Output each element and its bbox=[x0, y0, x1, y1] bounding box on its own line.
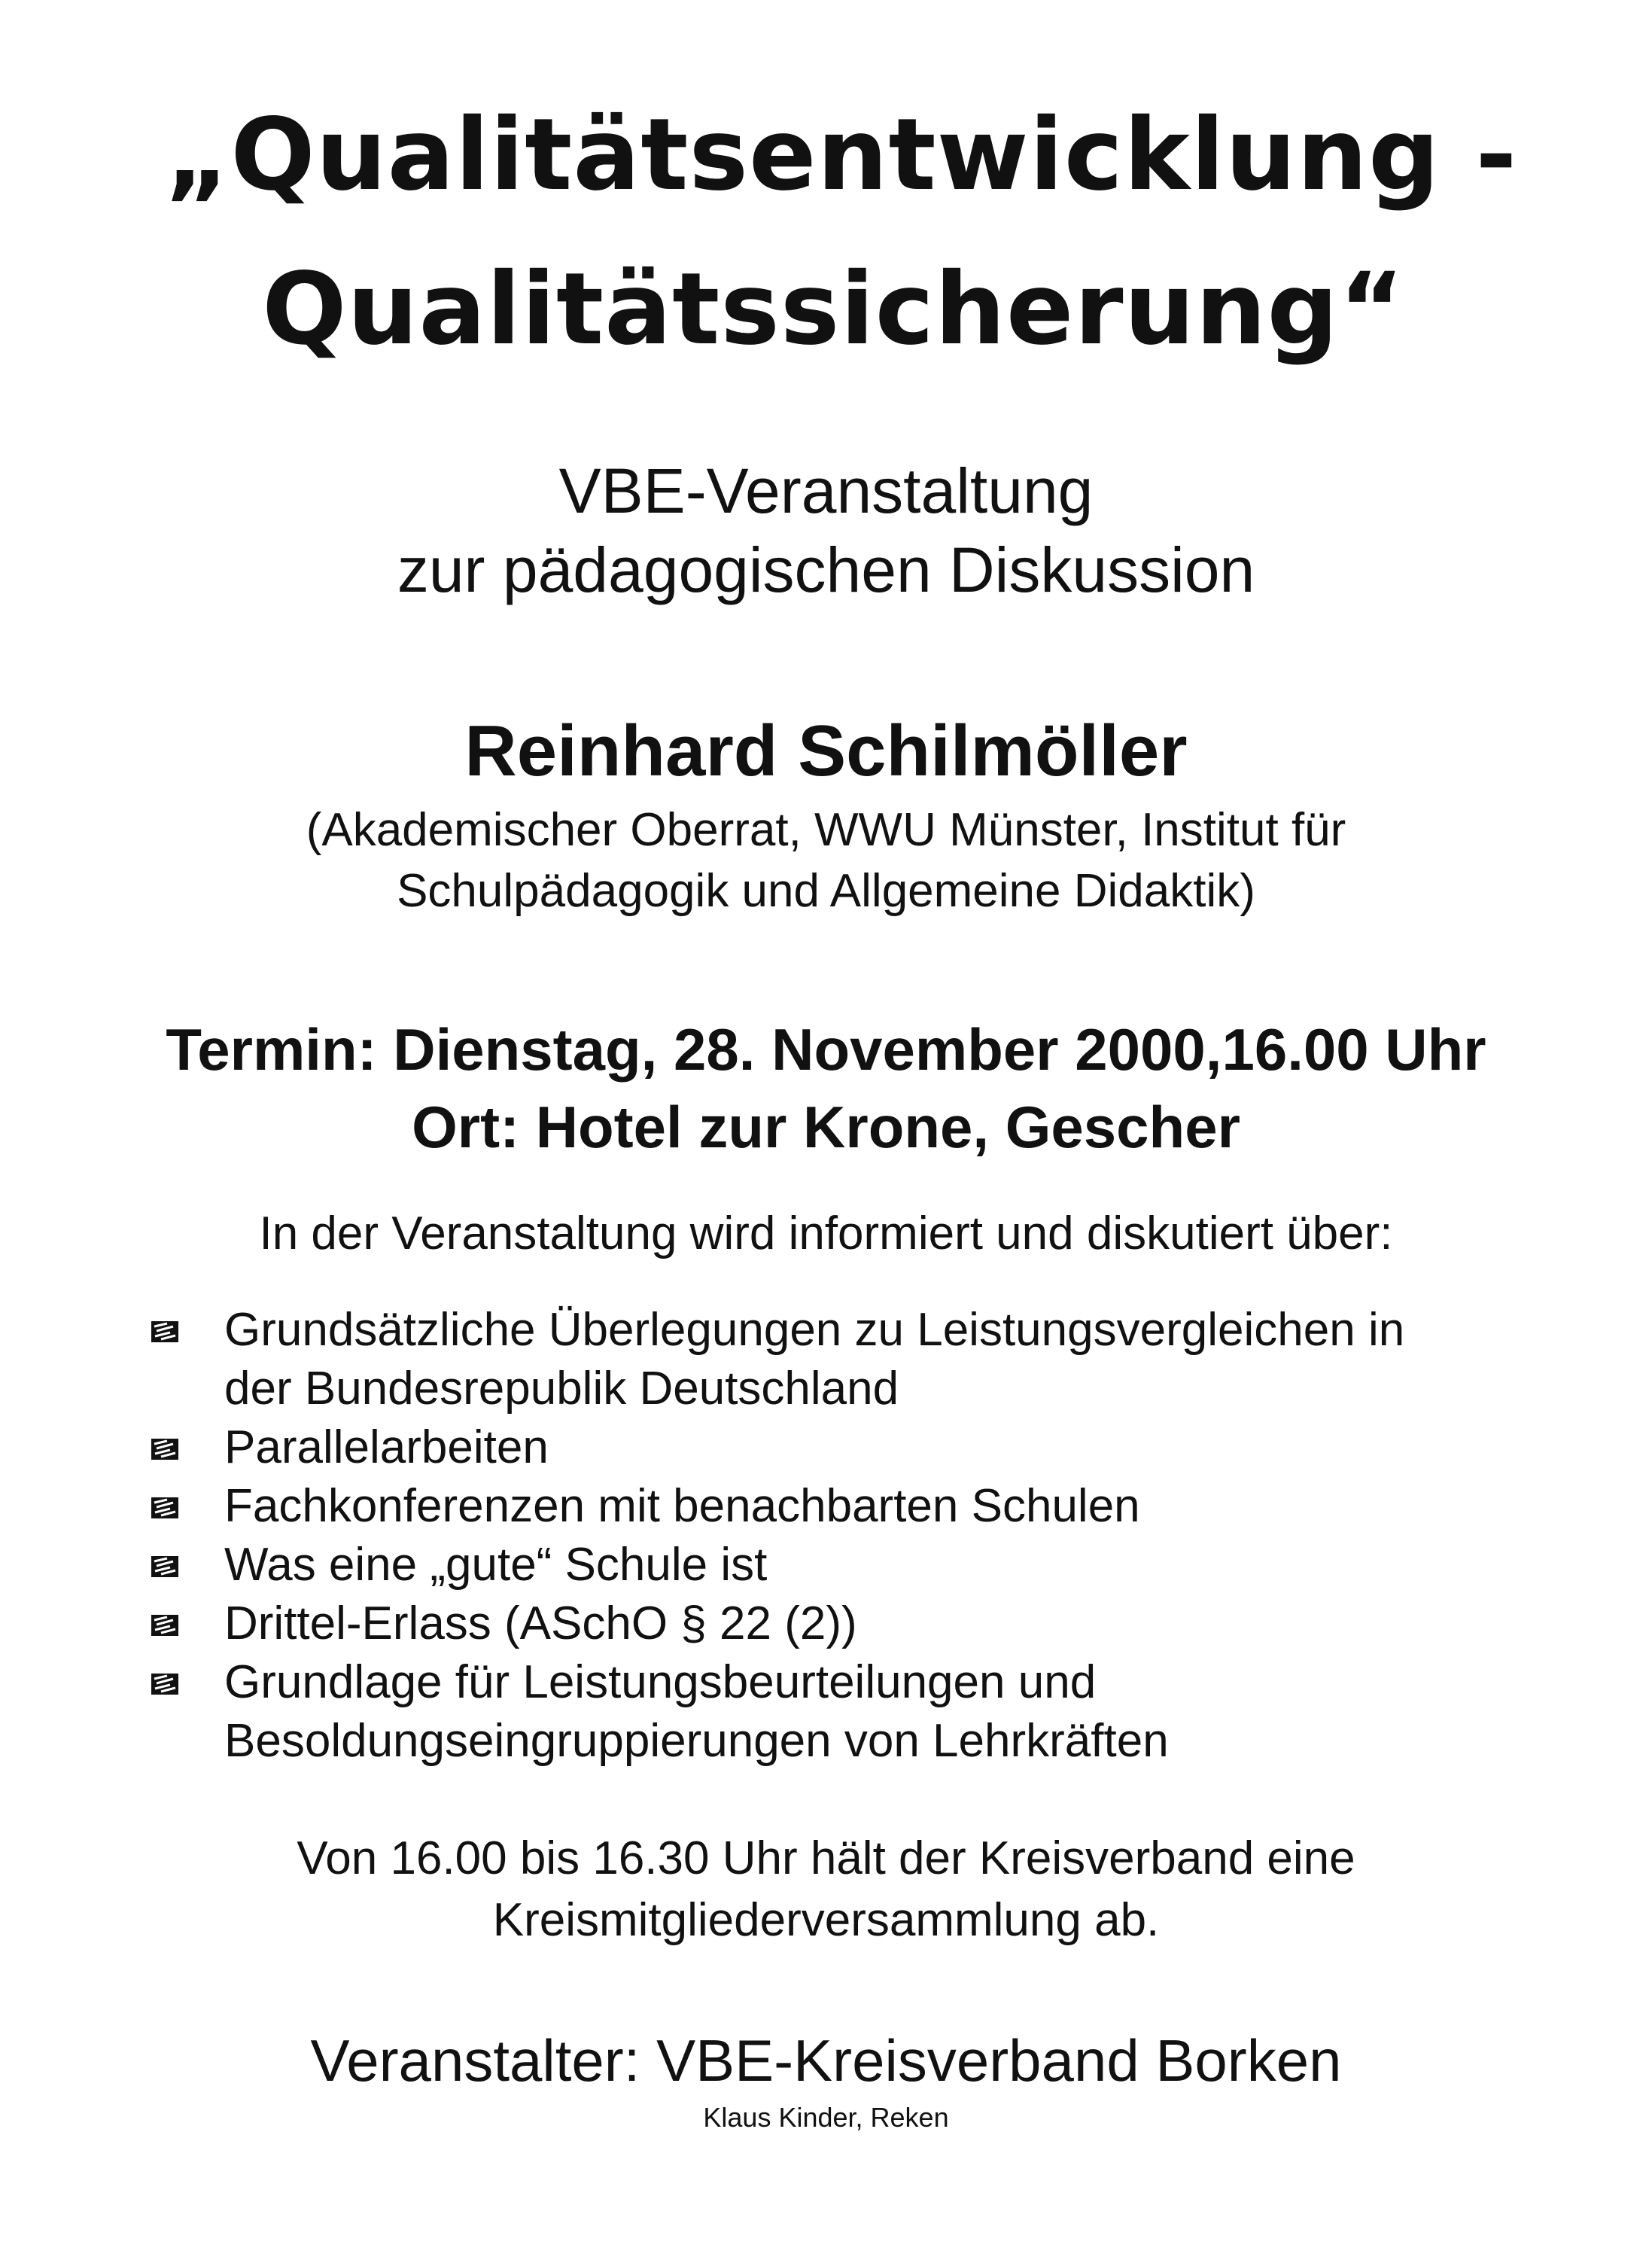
title-line-1: „Qualitätsentwicklung - bbox=[164, 97, 1518, 213]
event-location-line: Ort: Hotel zur Krone, Gescher bbox=[412, 1094, 1240, 1160]
organizer-line: Veranstalter: VBE-Kreisverband Borken bbox=[310, 2027, 1342, 2094]
square-bullet-icon bbox=[151, 1673, 179, 1695]
subtitle-line-2: zur pädagogischen Diskussion bbox=[397, 535, 1255, 605]
topic-item bbox=[151, 1301, 1581, 1418]
topic-text: Parallelarbeiten bbox=[224, 1421, 549, 1473]
topic-text: Fachkonferenzen mit benachbarten Schulen bbox=[224, 1480, 1140, 1532]
speaker-affiliation-line-2: Schulpädagogik und Allgemeine Didaktik) bbox=[397, 865, 1255, 917]
topic-text: Grundsätzliche Überlegungen zu Leistungsvergleichen in bbox=[224, 1304, 1405, 1356]
topic-text: Grundlage für Leistungsbeurteilungen und bbox=[224, 1656, 1097, 1708]
square-bullet-icon bbox=[151, 1320, 179, 1343]
topic-item bbox=[151, 1477, 1581, 1536]
meeting-note-line-2: Kreismitgliederversammlung ab. bbox=[492, 1894, 1160, 1946]
title-line-2: Qualitätssicherung“ bbox=[262, 251, 1405, 367]
square-bullet-icon bbox=[151, 1497, 179, 1519]
speaker-affiliation-line-1: (Akademischer Oberrat, WWU Münster, Institut für bbox=[306, 804, 1346, 856]
organizer-contact: Klaus Kinder, Reken bbox=[703, 2102, 949, 2133]
topic-item bbox=[151, 1653, 1581, 1771]
topic-text: Was eine „gute“ Schule ist bbox=[224, 1539, 768, 1591]
topic-item bbox=[151, 1536, 1581, 1594]
meeting-note-line-1: Von 16.00 bis 16.30 Uhr hält der Kreisverband eine bbox=[297, 1832, 1355, 1884]
topics-intro: In der Veranstaltung wird informiert und diskutiert über: bbox=[259, 1208, 1393, 1259]
topic-item bbox=[151, 1418, 1581, 1477]
topic-text-continued: der Bundesrepublik Deutschland bbox=[224, 1363, 899, 1415]
topic-item bbox=[151, 1594, 1581, 1653]
topic-text-continued: Besoldungseingruppierungen von Lehrkräften bbox=[224, 1715, 1169, 1767]
topic-text: Drittel-Erlass (ASchO § 22 (2)) bbox=[224, 1597, 857, 1649]
subtitle-line-1: VBE-Veranstaltung bbox=[558, 455, 1094, 526]
square-bullet-icon bbox=[151, 1614, 179, 1637]
topic-list bbox=[151, 1301, 1581, 1771]
event-date-line: Termin: Dienstag, 28. November 2000,16.00 Uhr bbox=[166, 1016, 1486, 1083]
speaker-name: Reinhard Schilmöller bbox=[464, 711, 1188, 791]
square-bullet-icon bbox=[151, 1555, 179, 1578]
square-bullet-icon bbox=[151, 1438, 179, 1460]
